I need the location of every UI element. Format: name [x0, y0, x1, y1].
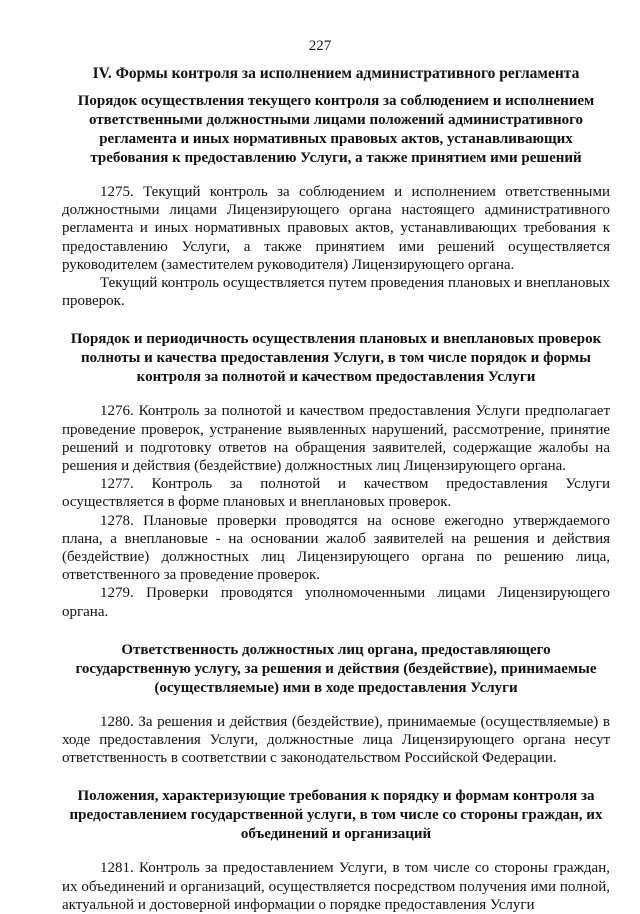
section-body: [62, 402, 610, 620]
paragraph: 1276. Контроль за полнотой и качеством предоставления Услуги предполагает проведение проверок, устранение выявленных нарушений, рассмотрение, принятие решений и подготовку ответов на обращения заявителей, содержащие жалобы на решения и действия (бездействие) должностных лиц Лицензирующего органа.: [62, 403, 610, 475]
section-body: [62, 859, 610, 914]
paragraph: Текущий контроль осуществляется путем проведения плановых и внеплановых проверок.: [62, 275, 610, 310]
paragraph: 1277. Контроль за полнотой и качеством предоставления Услуги осуществляется в форме плановых и внеплановых проверок.: [62, 476, 610, 511]
section-current-control: [62, 92, 610, 310]
section-title: Положения, характеризующие требования к порядку и формам контроля за предоставлением государственной услуги, в том числе со стороны граждан, их объединений и организаций: [69, 788, 603, 843]
section-inspections: [62, 330, 610, 620]
paragraph: 1281. Контроль за предоставлением Услуги, в том числе со стороны граждан, их объединений и организаций, осуществляется посредством получения ими полной, актуальной и достоверной информации о порядке предоставления Услуги: [62, 860, 610, 913]
section-body: [62, 183, 610, 310]
section-title: Ответственность должностных лиц органа, предоставляющего государственную услугу, за решения и действия (бездействие), принимаемые (осуществляемые) ими в ходе предоставления Услуги: [75, 641, 597, 696]
paragraph: 1280. За решения и действия (бездействие), принимаемые (осуществляемые) в ходе предоставления Услуги, должностные лица Лицензирующего органа несут ответственность в соответствии с законодательством Российской Федерации.: [62, 713, 610, 767]
paragraph: 1278. Плановые проверки проводятся на основе ежегодно утверждаемого плана, а внеплановые - на основании жалоб заявителей на решения и действия (бездействие) должностных лиц Лицензирующего органа по решению лица, ответственного за проведение проверок.: [62, 512, 610, 584]
paragraph: 1275. Текущий контроль за соблюдением и исполнением ответственными должностными лицами Лицензирующего органа настоящего административного регламента и иных нормативных правовых актов, устанавливающих требования к предоставлению Услуги, а также принятием ими решений осуществляется руководителем (заместителем руководителя) Лицензирующего органа.: [62, 184, 610, 273]
chapter-title: IV. Формы контроля за исполнением административного регламента: [92, 65, 580, 82]
section-public-control: [62, 787, 610, 914]
paragraph: 1279. Проверки проводятся уполномоченными лицами Лицензирующего органа.: [62, 585, 610, 620]
section-responsibility: [62, 641, 610, 768]
section-title: Порядок и периодичность осуществления плановых и внеплановых проверок полноты и качества предоставления Услуги, в том числе порядок и формы контроля за полнотой и качеством предоставления Услуги: [70, 331, 602, 386]
section-title: Порядок осуществления текущего контроля за соблюдением и исполнением ответственными должностными лицами положений административного регламента и иных нормативных правовых актов, устанавливающих требования к предоставлению Услуги, а также принятием ими решений: [77, 93, 595, 166]
section-body: [62, 713, 610, 768]
page-content: [62, 64, 610, 914]
page-number: 227: [308, 38, 332, 54]
